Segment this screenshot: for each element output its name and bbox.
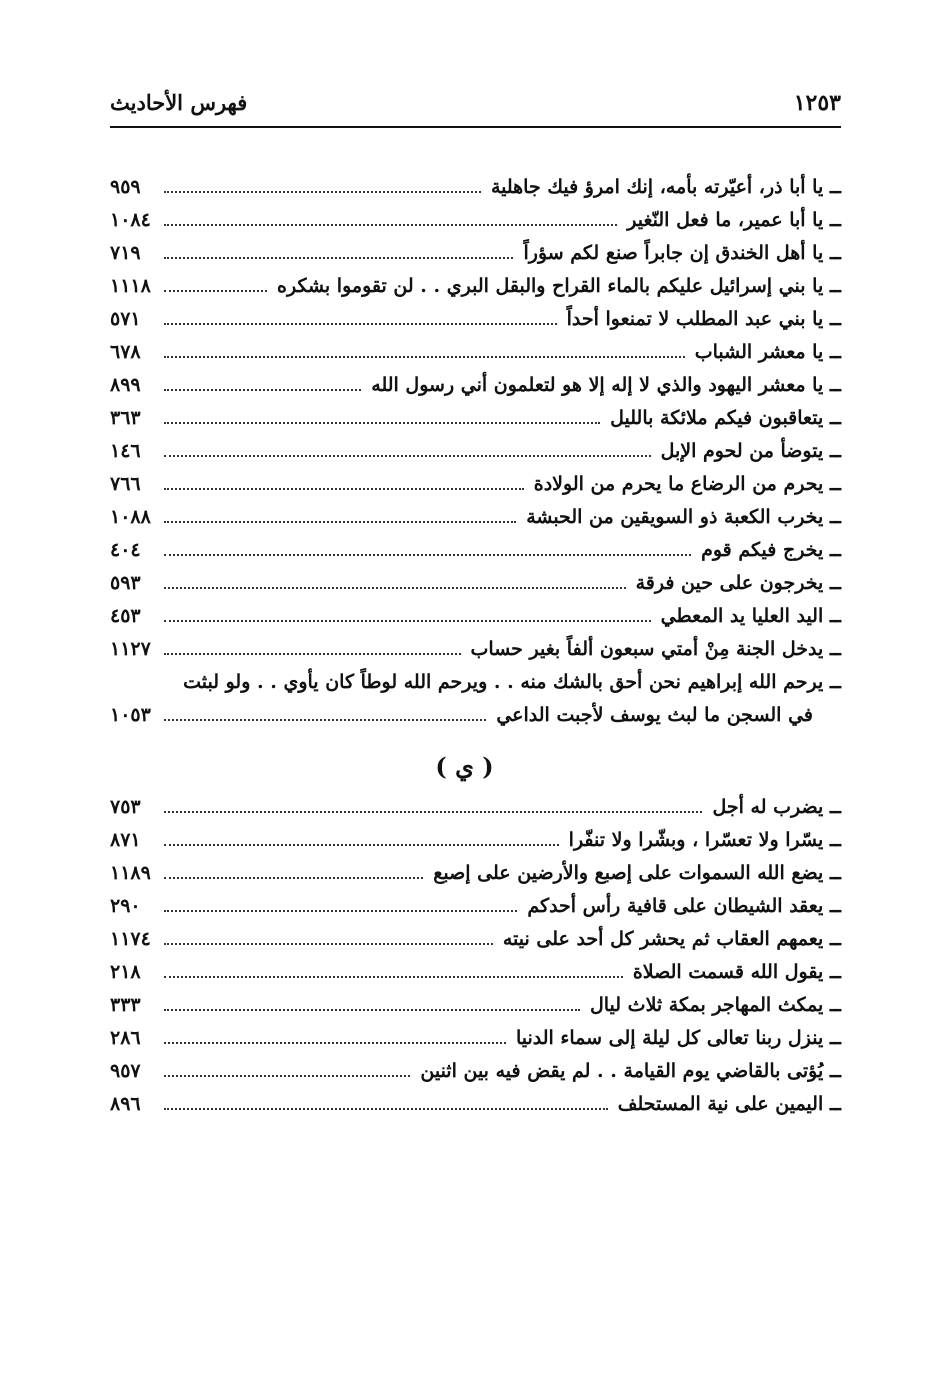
hadith-text: ــ ينزل ربنا تعالى كل ليلة إلى سماء الدنيا [515,1026,841,1049]
leader-dots [164,422,600,424]
index-entry [110,302,841,335]
hadith-text: ــ اليمين على نية المستحلف [617,1092,841,1115]
leader-dots [164,1042,506,1044]
hadith-text: ــ يا بني عبد المطلب لا تمنعوا أحداً [566,307,841,330]
leader-dots [164,877,423,879]
leader-dots [164,521,516,523]
leader-dots [164,224,617,226]
index-entry [110,566,841,599]
hadith-text: ــ يخرجون على حين فرقة [635,571,841,594]
index-entry [110,599,841,632]
page-ref: ١١٧٤ [110,927,151,950]
page-ref: ١٠٨٤ [110,208,151,231]
page-ref: ٨٧١ [110,828,141,851]
leader-dots [164,910,517,912]
section-heading-ya: ( ي ) [435,752,494,781]
leader-dots [164,488,524,490]
leader-dots [164,943,493,945]
index-entry [110,632,841,665]
hadith-text: ــ يا أبا عمير، ما فعل النّغير [627,208,841,231]
leader-dots [164,356,685,358]
index-entry [110,170,841,203]
hadith-index-list-ya [110,790,841,1120]
index-entry [110,203,841,236]
index-entry [110,533,841,566]
leader-dots [164,719,486,721]
hadith-text: ــ يخرب الكعبة ذو السويقين من الحبشة [526,505,841,528]
index-entry [110,500,841,533]
page-ref: ١١١٨ [110,274,151,297]
page-ref: ١١٨٩ [110,861,151,884]
index-entry [110,1021,841,1054]
leader-dots [164,554,691,556]
hadith-text: ــ يا معشر الشباب [694,340,841,363]
leader-dots [164,844,559,846]
leader-dots [164,1075,410,1077]
hadith-text: ــ يا أبا ذر، أعيّرته بأمه، إنك امرؤ فيك جاهلية [490,175,841,198]
hadith-text: ــ يا معشر اليهود والذي لا إله إلا هو لتعلمون أني رسول الله [371,373,841,396]
page-ref: ٥٧١ [110,307,141,330]
index-entry [110,368,841,401]
hadith-text: ــ يتعاقبون فيكم ملائكة بالليل [610,406,841,429]
leader-dots [164,620,651,622]
hadith-text: ــ يعقد الشيطان على قافية رأس أحدكم [527,894,841,917]
hadith-text: ــ يسّرا ولا تعسّرا ، وبشّرا ولا تنفّرا [568,828,841,851]
page-ref: ٣٦٣ [110,406,141,429]
leader-dots [164,257,513,259]
hadith-text: ــ اليد العليا يد المعطي [660,604,841,627]
index-entry [110,856,841,889]
hadith-text: ــ يضع الله السموات على إصبع والأرضين على إصبع [433,861,841,884]
page-ref: ٧١٩ [110,241,141,264]
hadith-text: ــ يضرب له أجل [712,795,841,818]
page-ref: ٦٧٨ [110,340,141,363]
hadith-text: ــ يقول الله قسمت الصلاة [632,960,841,983]
index-entry [110,467,841,500]
index-entry [110,665,841,698]
index-entry [110,434,841,467]
index-entry-continuation [110,698,841,731]
page-ref: ٩٥٩ [110,175,141,198]
leader-dots [164,976,623,978]
index-entry [110,1087,841,1120]
page-ref: ٢٨٦ [110,1026,141,1049]
page-ref: ٤٠٤ [110,538,141,561]
leader-dots [164,191,481,193]
leader-dots [164,323,557,325]
hadith-text: ــ يا أهل الخندق إن جابراً صنع لكم سؤراً [523,241,841,264]
page-ref: ١٠٥٣ [110,703,151,726]
index-entry [110,401,841,434]
index-entry [110,922,841,955]
hadith-text: ــ يمكث المهاجر بمكة ثلاث ليال [589,993,841,1016]
leader-dots [164,1108,608,1110]
page-ref: ١١٢٧ [110,637,151,660]
page-ref: ٢١٨ [110,960,141,983]
page-ref: ٥٩٣ [110,571,141,594]
index-entry [110,236,841,269]
page-ref: ٣٣٣ [110,993,141,1016]
page-ref: ٨٩٦ [110,1092,141,1115]
hadith-index-list-ya-alef [110,170,841,731]
page-ref: ١٠٨٨ [110,505,151,528]
hadith-text: ــ يخرج فيكم قوم [701,538,841,561]
leader-dots [164,587,626,589]
leader-dots [164,389,361,391]
leader-dots [164,455,651,457]
leader-dots [164,653,461,655]
page-ref: ٤٥٣ [110,604,141,627]
index-entry [110,335,841,368]
page-header [110,88,841,128]
hadith-text: ــ يتوضأ من لحوم الإبل [660,439,841,462]
page-ref: ٧٦٦ [110,472,141,495]
index-entry [110,889,841,922]
index-entry [110,988,841,1021]
page-ref: ٨٩٩ [110,373,141,396]
page-number: ١٢٥٣ [793,90,841,116]
hadith-text: ــ يدخل الجنة مِنْ أمتي سبعون ألفاً بغير حساب [470,637,841,660]
hadith-text: ــ يحرم من الرضاع ما يحرم من الولادة [533,472,841,495]
page-ref: ٧٥٣ [110,795,141,818]
hadith-text: ــ يعمهم العقاب ثم يحشر كل أحد على نيته [502,927,841,950]
hadith-text: ــ يُؤتى بالقاضي يوم القيامة . . لم يقض فيه بين اثنين [420,1059,841,1082]
running-title: فهرس الأحاديث [110,90,248,115]
index-entry [110,269,841,302]
index-entry [110,790,841,823]
page-ref: ٩٥٧ [110,1059,141,1082]
page-ref: ١٤٦ [110,439,141,462]
leader-dots [164,1009,580,1011]
index-entry [110,1054,841,1087]
page-ref: ٢٩٠ [110,894,141,917]
hadith-text: ــ يرحم الله إبراهيم نحن أحق بالشك منه . . ويرحم الله لوطاً كان يأوي . . ولو لبثت [183,670,841,693]
index-entry [110,955,841,988]
leader-dots [164,290,267,292]
index-entry [110,823,841,856]
leader-dots [164,811,702,813]
hadith-text: في السجن ما لبث يوسف لأجبت الداعي [496,703,813,726]
hadith-text: ــ يا بني إسرائيل عليكم بالماء القراح والبقل البري . . لن تقوموا بشكره [277,274,841,297]
